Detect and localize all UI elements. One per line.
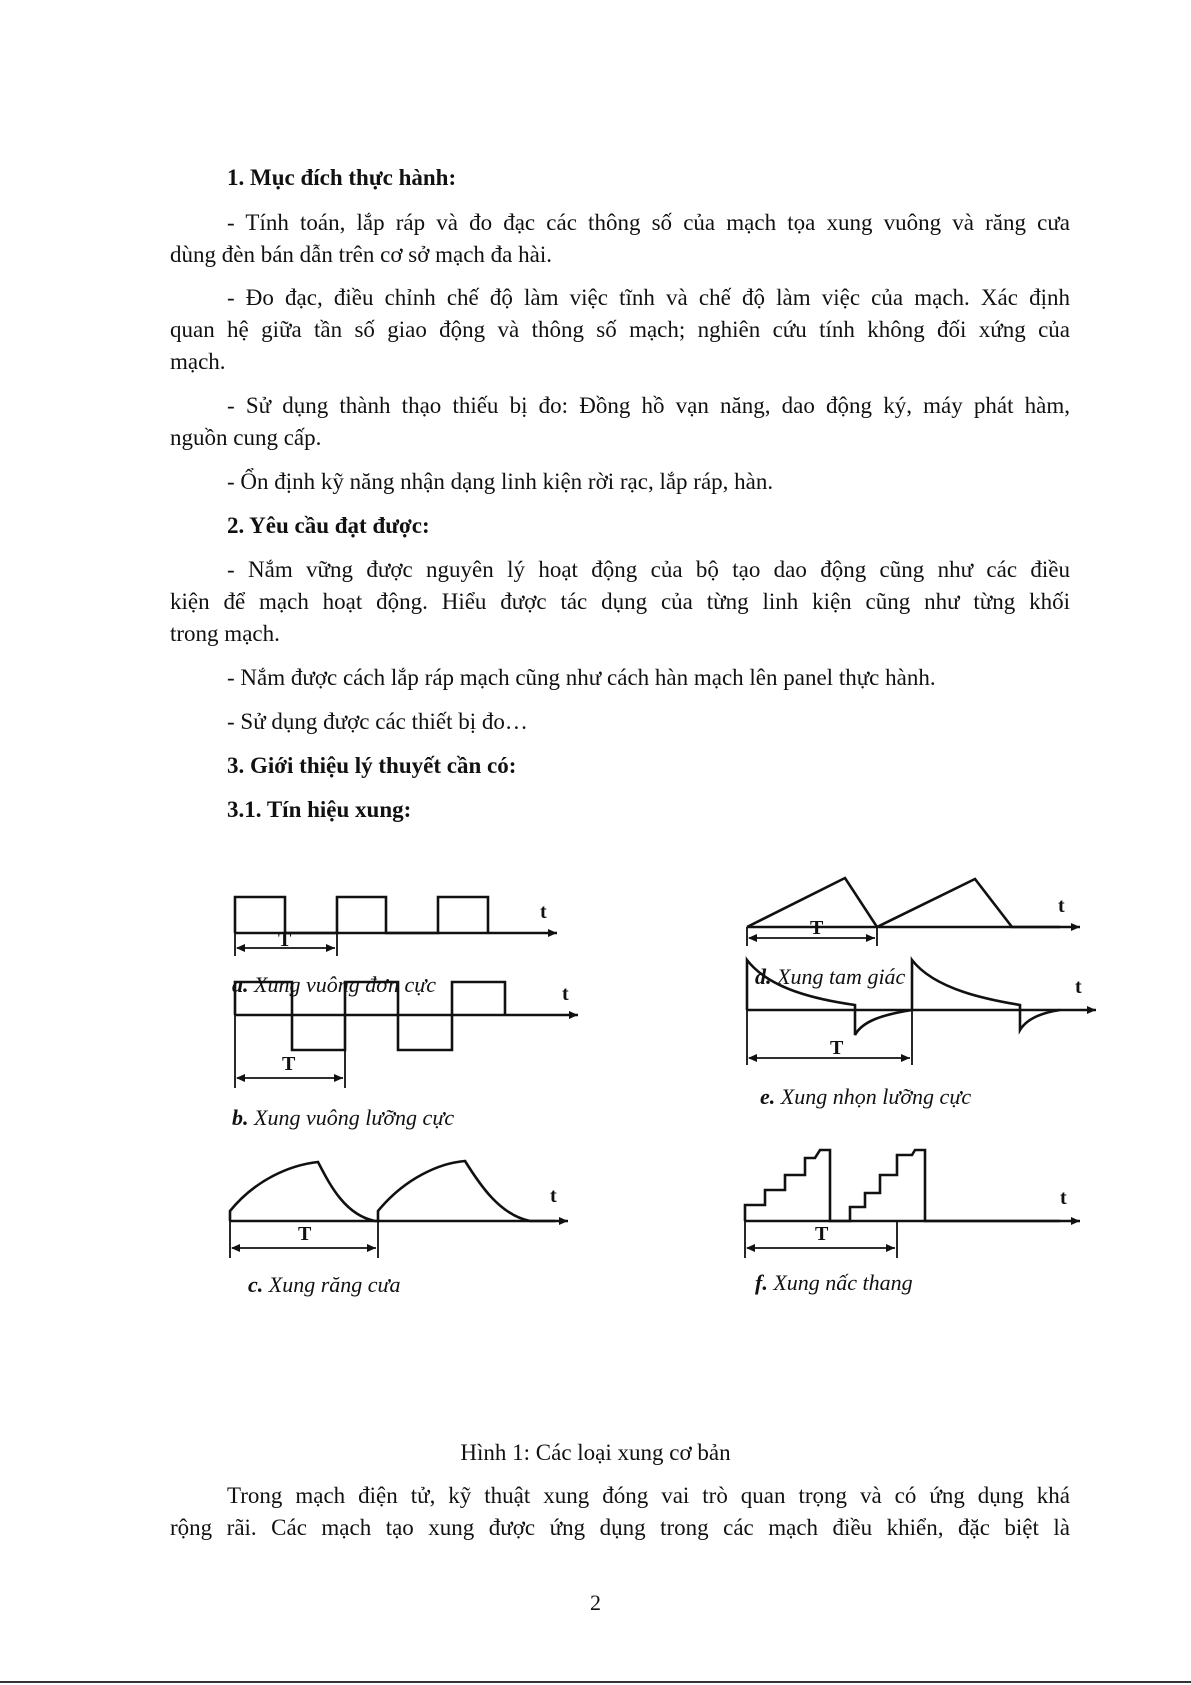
paragraph-line: - Nắm vững được nguyên lý hoạt động của bộ tạo dao động cũng như các điều [227,557,1070,582]
axis-label: t [540,901,547,923]
caption-a: a. Xung vuông đơn cực [232,972,436,997]
section-3-heading: 3. Giới thiệu lý thuyết cần có: [227,753,517,778]
axis-label: t [1075,976,1082,998]
section-2-heading: 2. Yêu cầu đạt được: [227,513,430,538]
period-label: T [298,1223,312,1245]
caption-e: e. Xung nhọn lưỡng cực [760,1084,972,1109]
figure-caption: Hình 1: Các loại xung cơ bản [460,1440,731,1465]
paragraph-line: nguồn cung cấp. [170,425,322,450]
page-number: 2 [590,1590,601,1615]
period-label: T [278,929,292,951]
period-label: T [810,917,824,939]
axis-label: t [550,1185,557,1207]
waveform-c-sawtooth [230,1161,568,1297]
paragraph-line: quan hệ giữa tần số giao động và thông số mạch; nghiên cứu tính không đối xứng của [170,317,1070,342]
paragraph-line: - Nắm được cách lắp ráp mạch cũng như cách hàn mạch lên panel thực hành. [227,665,936,690]
caption-f: f. Xung nấc thang [755,1270,913,1295]
section-3-1-heading: 3.1. Tín hiệu xung: [227,797,412,822]
paragraph-line: mạch. [170,349,226,374]
pulse-types-figure [200,850,1100,1410]
paragraph-line: rộng rãi. Các mạch tạo xung được ứng dụng trong các mạch điều khiển, đặc biệt là [170,1515,1070,1540]
axis-label: t [1060,1187,1067,1209]
axis-label: t [562,983,569,1005]
caption-c: c. Xung răng cưa [248,1272,401,1297]
axis-label: t [1058,895,1065,917]
paragraph-line: dùng đèn bán dẫn trên cơ sở mạch đa hài. [170,242,552,267]
caption-b: b. Xung vuông lưỡng cực [232,1105,455,1130]
waveform-f-staircase [745,1150,1080,1295]
paragraph-line: - Tính toán, lắp ráp và đo đạc các thông số của mạch tọa xung vuông và răng cưa [227,210,1070,235]
period-label: T [815,1223,829,1245]
paragraph-line: - Sử dụng được các thiết bị đo… [227,709,528,734]
waveform-b-bipolar-square [232,982,578,1130]
page-bottom-border [0,1681,1191,1683]
paragraph-line: - Đo đạc, điều chỉnh chế độ làm việc tĩnh và chế độ làm việc của mạch. Xác định [227,285,1070,310]
paragraph-line: - Ổn định kỹ năng nhận dạng linh kiện rời rạc, lắp ráp, hàn. [227,469,774,494]
paragraph-line: Trong mạch điện tử, kỹ thuật xung đóng vai trò quan trọng và có ứng dụng khá [227,1483,1070,1508]
caption-d: d. Xung tam giác [755,964,906,989]
section-1-heading: 1. Mục đích thực hành: [227,165,457,190]
paragraph-line: kiện để mạch hoạt động. Hiểu được tác dụng của từng linh kiện cũng như từng khối [170,589,1070,614]
paragraph-line: trong mạch. [170,621,280,646]
pulse-diagram [200,850,1100,1410]
period-label: T [282,1053,296,1075]
waveform-d-triangle [747,878,1080,989]
period-label: T [830,1037,844,1059]
paragraph-line: - Sử dụng thành thạo thiếu bị đo: Đồng hồ vạn năng, dao động ký, máy phát hàm, [227,393,1070,418]
